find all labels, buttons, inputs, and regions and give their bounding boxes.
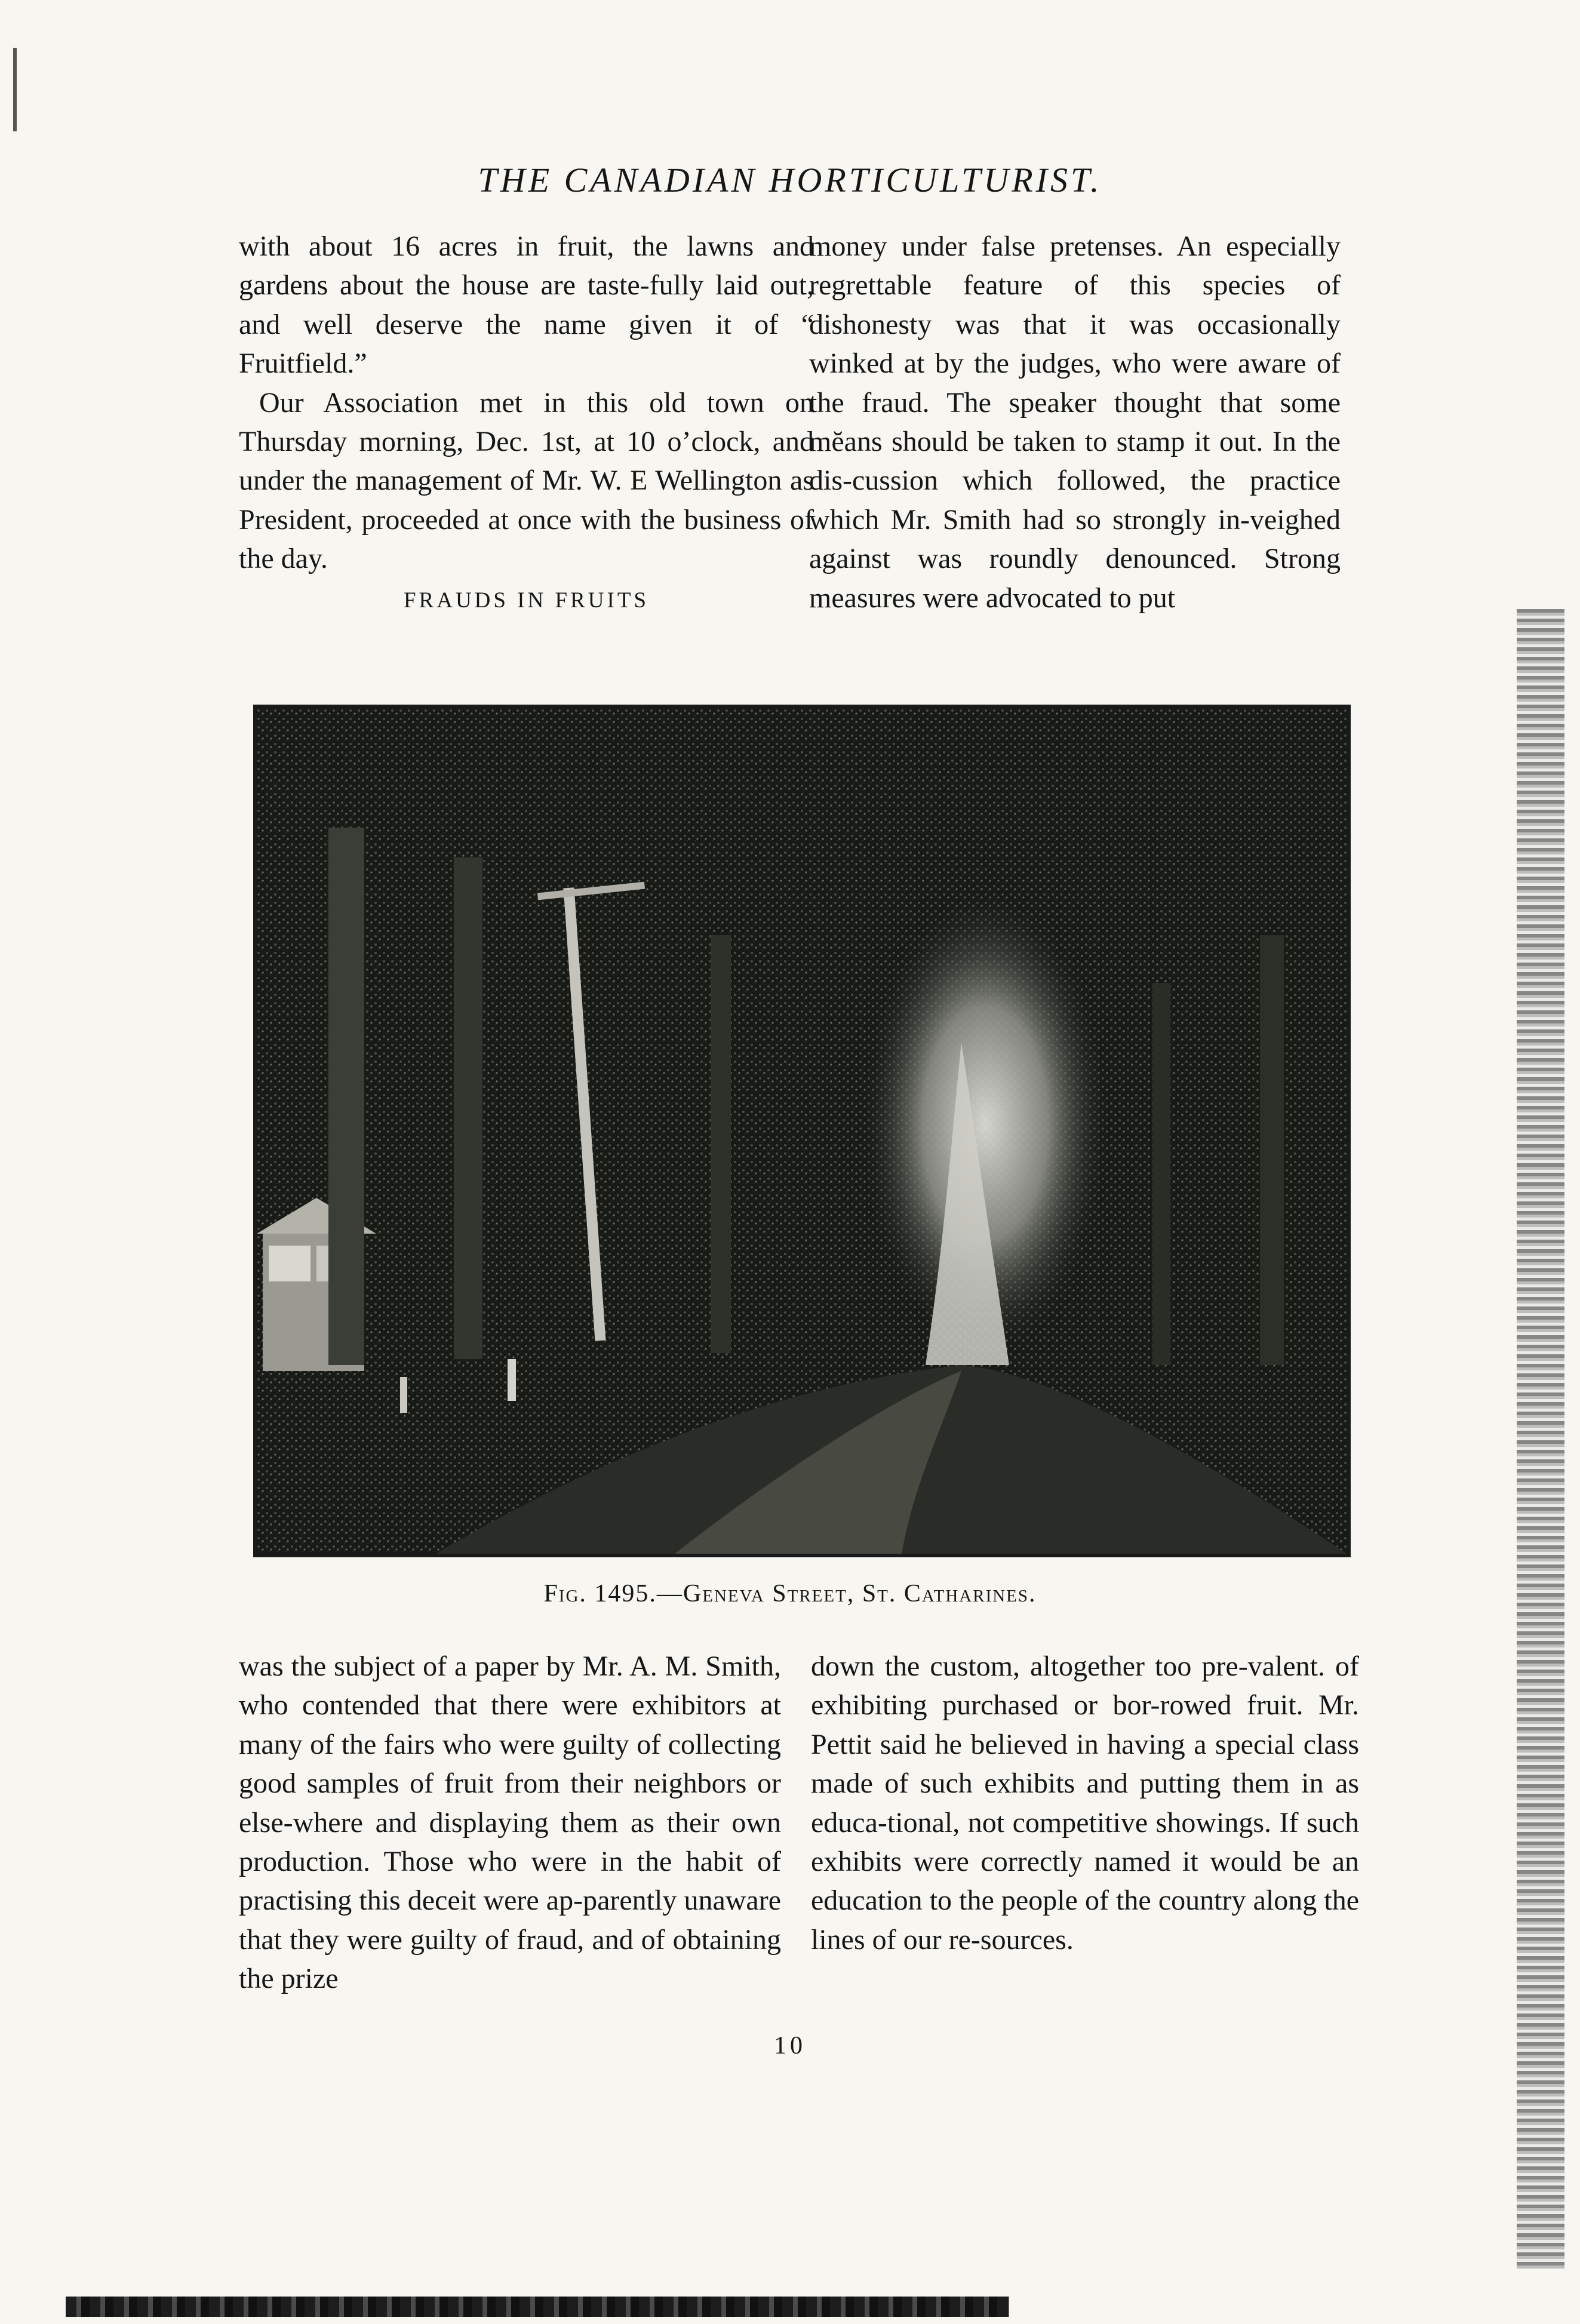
column-bottom-left [239,1647,781,1999]
paragraph: Our Association met in this old town on Thursday morning, Dec. 1st, at 10 o’clock, and under the management of Mr. W. E Wellington as President, proceeded at once with the business of the day. [239,386,814,575]
paragraph: with about 16 acres in fruit, the lawns and gardens about the house are taste-fully laid out, and well deserve the name given it of “ Fruitfield.” [239,230,814,380]
paragraph: was the subject of a paper by Mr. A. M. Smith, who contended that there were exhibitors at many of the fairs who were guilty of collecting good samples of fruit from their neighbors or else-where and displaying them as their own production. Those who were in the habit of practising this deceit were ap-parently unaware that they were guilty of fraud, and of obtaining the prize [239,1650,781,1995]
column-bottom-right [811,1647,1359,1959]
paragraph: down the custom, altogether too pre-valent. of exhibiting purchased or bor-rowed fruit. Mr. Pettit said he believed in having a special class made of such exhibits and putting them in as educa-tional, not competitive showings. If such exhibits were correctly named it would be an education to the people of the country along the lines of our re-sources. [811,1650,1359,1956]
figure-caption: Fig. 1495.—Geneva Street, St. Catharines. [543,1580,1037,1607]
section-heading: FRAUDS IN FRUITS [403,588,649,613]
column-top-left [239,227,814,620]
paragraph: money under false pretenses. An especially regrettable feature of this species of dishonesty was that it was occasionally winked at by the judges, who were aware of the fraud. The speaker thought that some mĕans should be taken to stamp it out. In the dis-cussion which followed, the practice which Mr. Smith had so strongly in-veighed against was roundly denounced. Strong measures were advocated to put [809,230,1341,614]
column-top-right [809,227,1341,617]
scan-edge-mark [13,48,17,131]
scan-edge-strip [1517,609,1564,2269]
tree-lined-street-illustration [257,708,1347,1554]
street-photograph [253,705,1351,1557]
running-head: THE CANADIAN HORTICULTURIST. [478,161,1102,199]
page-number: 10 [774,2032,806,2059]
scan-bottom-bar [66,2297,1009,2317]
